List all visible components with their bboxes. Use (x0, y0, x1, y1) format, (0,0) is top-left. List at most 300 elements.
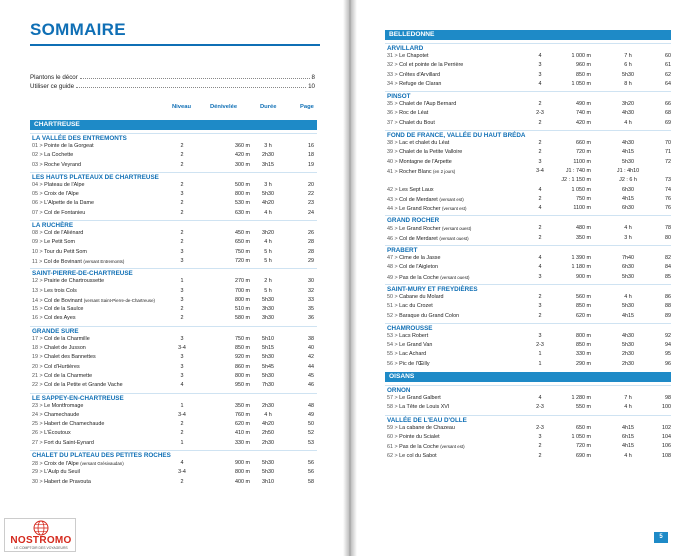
hike-entry[interactable] (385, 61, 671, 70)
arrow-icon: > (393, 158, 400, 165)
arrow-icon: > (38, 430, 45, 437)
hike-page: 108 (662, 452, 671, 459)
hike-level: 3-4 (536, 167, 544, 174)
hike-name: La Cochette (44, 152, 74, 159)
hike-duration: 3h30 (262, 315, 274, 322)
hike-page: 48 (308, 402, 314, 409)
hike-duration: 7 h (624, 395, 632, 402)
hike-level: 2 (538, 452, 542, 459)
hike-name-cell (32, 248, 87, 257)
hike-number: 19 (32, 354, 38, 361)
header-duree: Durée (260, 104, 277, 110)
arrow-icon: > (393, 235, 400, 242)
hike-entry[interactable] (385, 312, 671, 321)
region-header: SAINT-PIERRE-DE-CHARTREUSE (30, 268, 317, 277)
arrow-icon: > (38, 200, 45, 207)
hike-note: (versant Saint-Pierre-de-Chartreuse) (83, 297, 155, 303)
hike-name: Lacs Robert (399, 332, 429, 339)
hike-name: Col de Bovinant (44, 297, 83, 304)
hike-number: 46 (387, 235, 393, 242)
hike-level: 2 (180, 143, 184, 149)
hike-name-cell (32, 190, 79, 199)
hike-number: 35 (387, 101, 393, 108)
hike-entry[interactable] (385, 332, 671, 341)
hike-name: Les Sept Laux (399, 186, 434, 193)
hike-level: 3 (180, 257, 184, 264)
hike-duration: 5h30 (622, 342, 634, 349)
hike-name: Plateau de l'Alpe (44, 181, 85, 188)
hike-number: 62 (387, 452, 393, 459)
hike-page: 24 (308, 209, 314, 216)
hike-level: 3 (180, 191, 184, 198)
hike-number: 26 (32, 430, 38, 437)
hike-number: 23 (32, 402, 38, 409)
hike-duration: 3h20 (262, 230, 274, 237)
arrow-icon: > (393, 255, 400, 262)
hike-level: 4 (538, 53, 542, 59)
hike-entry[interactable] (385, 148, 671, 157)
nostromo-logo (4, 518, 76, 552)
region-header: FOND DE FRANCE, VALLÉE DU HAUT BRÉDA (385, 130, 671, 139)
hike-entry[interactable] (385, 403, 671, 412)
hike-entry[interactable] (385, 109, 671, 118)
hike-entry[interactable] (385, 224, 671, 233)
hike-elevation: 740 m (576, 110, 591, 117)
hike-entry[interactable] (30, 248, 317, 257)
title-rule (30, 44, 320, 46)
hike-duration: 4h15 (622, 149, 634, 156)
hike-entry[interactable] (30, 277, 317, 286)
hike-elevation: 760 m (235, 411, 250, 418)
hike-page: 40 (308, 345, 314, 352)
hike-page: 94 (665, 342, 671, 349)
hike-number: 51 (387, 303, 393, 310)
hike-elevation: 420 m (235, 152, 250, 159)
arrow-icon: > (38, 382, 45, 389)
hike-duration: 4h15 (622, 424, 634, 431)
hike-number: 57 (387, 395, 393, 402)
hike-level: 2-3 (536, 342, 544, 349)
hike-note: (versant est) (440, 444, 465, 450)
hike-page: 30 (308, 278, 314, 285)
hike-page: 66 (665, 101, 671, 108)
massif-header: OISANS (385, 372, 671, 382)
hike-duration: 5h30 (622, 158, 634, 165)
hike-number: 28 (32, 461, 38, 468)
hike-name-cell (387, 80, 441, 89)
hike-entry[interactable] (30, 229, 317, 238)
hike-page: 102 (662, 424, 671, 431)
hike-page: 78 (665, 225, 671, 232)
hike-elevation: 1100 m (573, 205, 591, 212)
hike-name-cell (387, 424, 455, 433)
hike-entry[interactable] (385, 341, 671, 350)
hike-elevation: 850 m (235, 345, 250, 352)
hike-entry[interactable] (30, 439, 317, 448)
intro-row[interactable] (30, 74, 315, 83)
hike-number: 61 (387, 444, 393, 451)
hike-elevation: 800 m (235, 296, 250, 303)
hike-duration: 6h15 (622, 433, 634, 440)
hike-name: Col de la Petite et Grande Vache (44, 382, 123, 389)
hike-number: 38 (387, 140, 393, 147)
hike-level: 1 (538, 351, 542, 358)
hike-entry[interactable] (30, 372, 317, 381)
hike-note: (versant ouest) (439, 235, 469, 241)
hike-entry[interactable] (30, 402, 317, 411)
arrow-icon: > (393, 351, 400, 358)
hike-number: 30 (32, 478, 38, 485)
hike-level: 2 (538, 225, 542, 232)
hike-duration: 4h30 (622, 332, 634, 339)
hike-name-cell (32, 420, 104, 429)
hike-duration: 5 h (264, 257, 272, 264)
hike-name-cell (387, 186, 434, 195)
hike-duration: 4h30 (622, 110, 634, 117)
hike-page: 72 (665, 158, 671, 165)
hike-level: 4 (180, 382, 184, 389)
hike-level: 2 (180, 306, 184, 313)
hike-entry[interactable] (385, 204, 671, 213)
hike-page: 104 (662, 433, 671, 440)
hike-duration: 4 h (264, 239, 272, 246)
hike-level: 3 (538, 158, 542, 165)
hike-elevation: 290 m (576, 360, 591, 367)
hike-level: 2 (180, 478, 184, 485)
hike-entry[interactable] (385, 139, 671, 148)
hike-entry[interactable] (385, 158, 671, 167)
hike-number: 53 (387, 332, 393, 339)
hike-name-cell (387, 139, 449, 148)
hike-elevation: 1 050 m (571, 186, 591, 193)
hike-duration: 4 h (264, 209, 272, 216)
hike-page: 46 (308, 382, 314, 389)
header-denivelee: Dénivelée (210, 104, 238, 110)
hike-duration: 3h20 (622, 101, 634, 108)
hike-elevation: 1 180 m (571, 264, 591, 271)
hike-number: 15 (32, 306, 38, 313)
hike-entry[interactable] (385, 234, 671, 243)
hike-number: 01 (32, 143, 38, 149)
hike-duration: 5h30 (622, 303, 634, 310)
arrow-icon: > (393, 444, 400, 451)
hike-number: 07 (32, 209, 38, 216)
hike-duration: 4h15 (622, 195, 634, 202)
hike-entry[interactable] (30, 478, 317, 487)
hike-name: Chalet de l'Aup Bernard (399, 101, 457, 108)
hike-name-cell (387, 148, 462, 157)
globe-icon (29, 520, 53, 536)
hike-number: 04 (32, 181, 38, 188)
hike-entry[interactable] (385, 350, 671, 359)
hike-duration: 5h30 (262, 460, 274, 467)
hike-name-cell (387, 360, 430, 369)
hike-entry[interactable] (30, 142, 317, 151)
hike-entry[interactable] (385, 394, 671, 403)
arrow-icon: > (393, 342, 400, 349)
hike-entry[interactable] (30, 335, 317, 344)
arrow-icon: > (38, 335, 45, 342)
hike-page: 88 (665, 303, 671, 310)
arrow-icon: > (393, 303, 400, 310)
hike-entry[interactable] (385, 360, 671, 369)
hike-number: 25 (32, 421, 38, 428)
hike-page: 18 (308, 152, 314, 159)
hike-entry[interactable] (385, 176, 671, 185)
hike-elevation: 630 m (235, 209, 250, 216)
arrow-icon: > (38, 191, 45, 198)
hike-entry[interactable] (30, 411, 317, 420)
hike-page: 16 (308, 143, 314, 149)
hike-name-cell (387, 312, 459, 321)
hike-entry[interactable] (30, 181, 317, 190)
hike-entry[interactable] (30, 296, 317, 305)
hike-entry[interactable] (385, 442, 671, 451)
hike-entry[interactable] (385, 263, 671, 272)
hike-page: 69 (665, 119, 671, 126)
arrow-icon: > (38, 297, 45, 304)
hike-number: 34 (387, 80, 393, 87)
hike-name-cell (32, 314, 76, 323)
hike-elevation: 850 m (576, 342, 591, 349)
hike-name-cell (32, 151, 73, 160)
hike-entry[interactable] (385, 100, 671, 109)
hike-entry[interactable] (30, 459, 317, 468)
hike-level: 3-4 (178, 345, 186, 352)
hike-elevation: 750 m (235, 335, 250, 342)
hike-name-cell (387, 61, 463, 70)
hike-name: Croix de l'Alpe (44, 191, 79, 198)
hike-name-cell (387, 433, 440, 442)
arrow-icon: > (393, 274, 400, 281)
hike-number: 32 (387, 62, 393, 69)
arrow-icon: > (38, 421, 45, 428)
hike-entry[interactable] (385, 186, 671, 195)
hike-number: 12 (32, 278, 38, 285)
hike-name: Col d'Hurtières (44, 363, 80, 370)
hike-entry[interactable] (30, 344, 317, 353)
hike-name-cell (32, 161, 81, 170)
hike-name-cell (32, 353, 96, 362)
hike-entry[interactable] (385, 80, 671, 89)
hike-name-cell (32, 402, 83, 411)
hike-name: Le Grand Rocher (399, 226, 441, 233)
hike-page: 76 (665, 195, 671, 202)
hike-name-cell (32, 257, 124, 267)
hike-name: Habert de Pravouta (44, 478, 91, 485)
hike-entry[interactable] (385, 254, 671, 263)
arrow-icon: > (38, 345, 45, 352)
left-page (0, 0, 348, 556)
arrow-icon: > (38, 239, 45, 246)
hike-elevation: 920 m (235, 354, 250, 361)
toc-column-left (30, 120, 317, 487)
hike-level: 3 (180, 287, 184, 294)
hike-elevation: 480 m (576, 225, 591, 232)
hike-name: Rocher Blanc (399, 168, 432, 175)
hike-elevation: 450 m (235, 230, 250, 237)
hike-name: L'Aulp du Seuil (44, 469, 80, 476)
hike-entry[interactable] (30, 287, 317, 296)
hike-elevation: 360 m (235, 143, 250, 149)
hike-name: Crêtes d'Arvillard (399, 71, 441, 78)
hike-entry[interactable] (385, 424, 671, 433)
hike-entry[interactable] (385, 452, 671, 461)
hike-page: 45 (308, 372, 314, 379)
hike-page: 33 (308, 296, 314, 303)
hike-entry[interactable] (30, 420, 317, 429)
hike-entry[interactable] (385, 119, 671, 128)
hike-level: 2 (538, 312, 542, 319)
region-header: PINSOT (385, 91, 671, 100)
hike-number: 33 (387, 71, 393, 78)
hike-level: 3 (538, 273, 542, 280)
hike-duration: 5h30 (262, 372, 274, 379)
hike-page: 85 (665, 273, 671, 280)
hike-note: (versant Entremonts) (83, 258, 125, 264)
region-header: SAINT-MURY ET FREYDIÈRES (385, 284, 671, 293)
hike-entry[interactable] (30, 209, 317, 218)
hike-duration: 5h30 (262, 191, 274, 198)
hike-name-cell (387, 204, 466, 214)
hike-duration: 3h30 (262, 306, 274, 313)
hike-page: 35 (308, 306, 314, 313)
hike-elevation: 900 m (235, 460, 250, 467)
hike-entry[interactable] (30, 151, 317, 160)
hike-elevation: 400 m (235, 478, 250, 485)
hike-page: 56 (308, 460, 314, 467)
hike-level: 2 (180, 239, 184, 246)
hike-name-cell (32, 209, 85, 218)
hike-name: Col de Fontanieu (44, 209, 86, 216)
hike-page: 56 (308, 469, 314, 476)
hike-elevation: 500 m (235, 181, 250, 188)
hike-level: 2 (538, 140, 542, 147)
hike-entry[interactable] (30, 238, 317, 247)
hike-entry[interactable] (385, 293, 671, 302)
hike-entry[interactable] (385, 273, 671, 282)
hike-elevation: 300 m (235, 161, 250, 168)
hike-page: 52 (308, 430, 314, 437)
hike-elevation: 660 m (576, 140, 591, 147)
hike-elevation: 410 m (235, 430, 250, 437)
hike-number: 08 (32, 230, 38, 237)
arrow-icon: > (393, 404, 400, 411)
hike-number: 13 (32, 287, 38, 294)
hike-name-cell (32, 277, 104, 286)
hike-note: (en 2 jours) (433, 168, 456, 174)
hike-name-cell (387, 394, 441, 403)
hike-entry[interactable] (30, 363, 317, 372)
arrow-icon: > (393, 168, 400, 175)
hike-duration: 3 h (264, 143, 272, 149)
hike-number: 36 (387, 110, 393, 117)
hike-entry[interactable] (385, 167, 671, 176)
arrow-icon: > (393, 264, 400, 271)
hike-name: Tour du Petit Som (44, 248, 87, 255)
hike-level: 2 (538, 195, 542, 202)
intro-row[interactable] (30, 83, 315, 92)
hike-page: 82 (665, 255, 671, 262)
hike-level: 3 (180, 354, 184, 361)
hike-page: 74 (665, 186, 671, 193)
hike-entry[interactable] (30, 257, 317, 266)
hike-name: La cabane de Chazeau (399, 424, 455, 431)
hike-duration: J2 : 6 h (619, 177, 637, 184)
arrow-icon: > (38, 411, 45, 418)
hike-elevation: 750 m (235, 248, 250, 255)
hike-duration: 4 h (624, 225, 632, 232)
hike-name-cell (32, 305, 83, 314)
hike-level: 2 (180, 430, 184, 437)
hike-entry[interactable] (385, 71, 671, 80)
hike-entry[interactable] (385, 52, 671, 61)
arrow-icon: > (37, 258, 44, 265)
hike-entry[interactable] (385, 195, 671, 204)
hike-name: Montagne de l'Arpette (399, 158, 452, 165)
arrow-icon: > (38, 152, 45, 159)
hike-elevation: 800 m (235, 191, 250, 198)
arrow-icon: > (38, 209, 45, 216)
hike-entry[interactable] (30, 381, 317, 390)
hike-page: 92 (665, 332, 671, 339)
arrow-icon: > (38, 439, 45, 446)
hike-name-cell (387, 302, 433, 311)
arrow-icon: > (38, 354, 45, 361)
hike-level: 2 (538, 443, 542, 450)
hike-level: 2 (180, 421, 184, 428)
hike-entry[interactable] (30, 353, 317, 362)
hike-page: 98 (665, 395, 671, 402)
dot-leader (80, 78, 310, 79)
hike-number: 17 (32, 335, 38, 342)
hike-number: 20 (32, 363, 38, 370)
hike-elevation: 420 m (576, 119, 591, 126)
hike-entry[interactable] (30, 199, 317, 208)
hike-entry[interactable] (30, 468, 317, 477)
hike-entry[interactable] (385, 433, 671, 442)
hike-entry[interactable] (30, 305, 317, 314)
hike-name: Col de la Saulce (44, 306, 84, 313)
arrow-icon: > (393, 119, 400, 126)
hike-entry[interactable] (30, 314, 317, 323)
hike-name: Le Grand Van (399, 342, 433, 349)
hike-page: 86 (665, 293, 671, 300)
hike-level: 4 (538, 80, 542, 87)
hike-level: 4 (538, 205, 542, 212)
massif-header: BELLEDONNE (385, 30, 671, 40)
hike-level: 1 (180, 402, 184, 409)
hike-name: Cabane du Molard (399, 293, 444, 300)
hike-duration: 7h40 (622, 255, 634, 262)
hike-name-cell (387, 119, 435, 128)
hike-entry[interactable] (30, 190, 317, 199)
arrow-icon: > (38, 469, 45, 476)
hike-elevation: 720 m (576, 443, 591, 450)
hike-entry[interactable] (385, 302, 671, 311)
hike-duration: 5h30 (262, 354, 274, 361)
hike-entry[interactable] (30, 429, 317, 438)
hike-number: 40 (387, 158, 393, 165)
hike-entry[interactable] (30, 161, 317, 170)
hike-duration: 4 h (624, 404, 632, 411)
hike-level: 2 (180, 200, 184, 207)
hike-duration: 4h15 (622, 312, 634, 319)
hike-name: Roc de Léat (399, 110, 429, 117)
hike-duration: 2h30 (262, 152, 274, 159)
arrow-icon: > (38, 402, 45, 409)
hike-number: 43 (387, 196, 393, 203)
